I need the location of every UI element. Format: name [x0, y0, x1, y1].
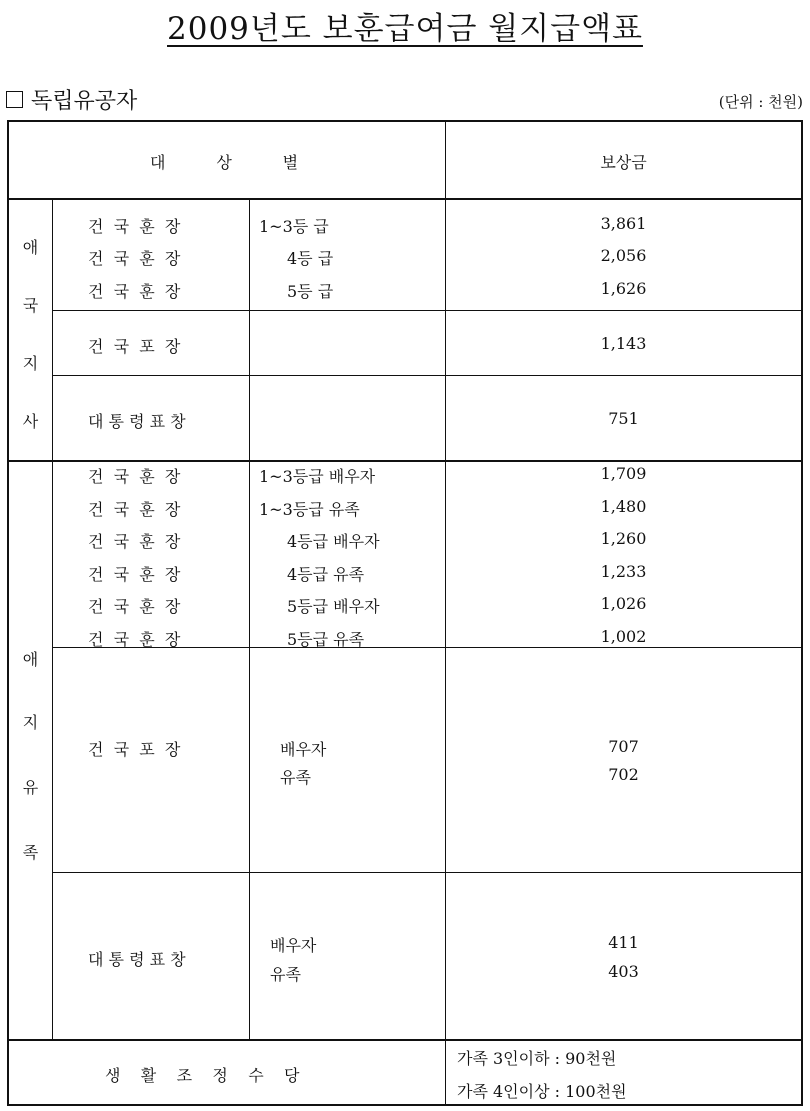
table-row-grade: 1~3등급 유족	[259, 500, 360, 519]
table-row-amount: 3,861	[600, 214, 647, 233]
table-row-amount: 1,480	[600, 497, 647, 516]
group1-label-char: 애	[22, 238, 39, 257]
table-row-grade: 5등급 배우자	[287, 597, 380, 616]
table-row-grade: 유족	[270, 965, 301, 984]
table-row-amount: 707	[608, 737, 639, 756]
group1-divider	[7, 460, 803, 462]
table-row-amount: 751	[608, 409, 639, 428]
table-row-name: 건 국 훈 장	[88, 500, 181, 519]
table-border-bottom	[7, 1104, 803, 1106]
table-row-amount: 1,626	[600, 279, 647, 298]
row-divider	[53, 872, 802, 873]
table-border-top	[7, 120, 803, 122]
page-title: 2009년도 보훈급여금 월지급액표	[167, 11, 643, 47]
group-label-divider	[52, 199, 53, 1040]
row-divider	[53, 375, 802, 376]
living-allowance-line: 가족 4인이상 : 100천원	[457, 1082, 627, 1101]
table-row-amount: 1,260	[600, 529, 647, 548]
group2-label-char: 지	[22, 713, 39, 732]
table-row-amount: 1,233	[600, 562, 647, 581]
table-row-amount: 1,026	[600, 594, 647, 613]
group2-label-char: 족	[22, 843, 39, 862]
table-row-name: 대 통 령 표 창	[88, 950, 186, 969]
table-row-amount: 2,056	[600, 246, 647, 265]
table-row-grade: 1~3등급 배우자	[259, 467, 376, 486]
table-row-amount: 403	[608, 962, 639, 981]
header-category: 대 상 별	[150, 153, 299, 172]
table-row-amount: 411	[608, 933, 639, 952]
group2-label-char: 유	[22, 778, 39, 797]
group1-label-char: 사	[22, 412, 39, 431]
table-border-right	[801, 120, 803, 1106]
table-row-name: 건 국 훈 장	[88, 217, 181, 236]
table-row-name: 건 국 훈 장	[88, 282, 181, 301]
table-row-grade: 4등급 배우자	[287, 532, 380, 551]
living-allowance-line: 가족 3인이하 : 90천원	[457, 1049, 617, 1068]
group1-label-char: 지	[22, 354, 39, 373]
table-row-grade: 1~3등 급	[259, 217, 329, 236]
table-row-amount: 702	[608, 765, 639, 784]
table-row-name: 건 국 훈 장	[88, 565, 181, 584]
header-divider	[7, 198, 803, 200]
table-row-amount: 1,143	[600, 334, 647, 353]
table-row-name: 건 국 포 장	[88, 337, 181, 356]
square-box-icon	[6, 91, 23, 108]
table-row-name: 건 국 훈 장	[88, 249, 181, 268]
table-row-name: 건 국 훈 장	[88, 630, 181, 649]
group1-label-char: 국	[22, 296, 39, 315]
table-row-grade: 5등급 유족	[287, 630, 365, 649]
living-divider	[7, 1039, 803, 1041]
table-row-grade: 4등급 유족	[287, 565, 365, 584]
group2-label-char: 애	[22, 650, 39, 669]
table-row-grade: 배우자	[270, 936, 317, 955]
table-row-name: 건 국 포 장	[88, 740, 181, 759]
table-row-name: 건 국 훈 장	[88, 467, 181, 486]
unit-note: (단위 : 천원)	[718, 93, 803, 111]
table-row-grade: 배우자	[280, 740, 327, 759]
table-row-amount: 1,709	[600, 464, 647, 483]
table-row-grade: 유족	[280, 768, 311, 787]
table-row-amount: 1,002	[600, 627, 647, 646]
section-label: 독립유공자	[31, 89, 138, 114]
amount-column-divider	[445, 120, 446, 1106]
grade-column-divider	[249, 199, 250, 1040]
living-allowance-label: 생 활 조 정 수 당	[105, 1066, 300, 1085]
table-row-grade: 5등 급	[287, 282, 334, 301]
header-amount: 보상금	[600, 153, 647, 172]
table-row-name: 대 통 령 표 창	[88, 412, 186, 431]
row-divider	[53, 310, 802, 311]
table-border-left	[7, 120, 9, 1106]
table-row-grade: 4등 급	[287, 249, 334, 268]
table-row-name: 건 국 훈 장	[88, 597, 181, 616]
section-heading	[6, 84, 137, 115]
table-row-name: 건 국 훈 장	[88, 532, 181, 551]
